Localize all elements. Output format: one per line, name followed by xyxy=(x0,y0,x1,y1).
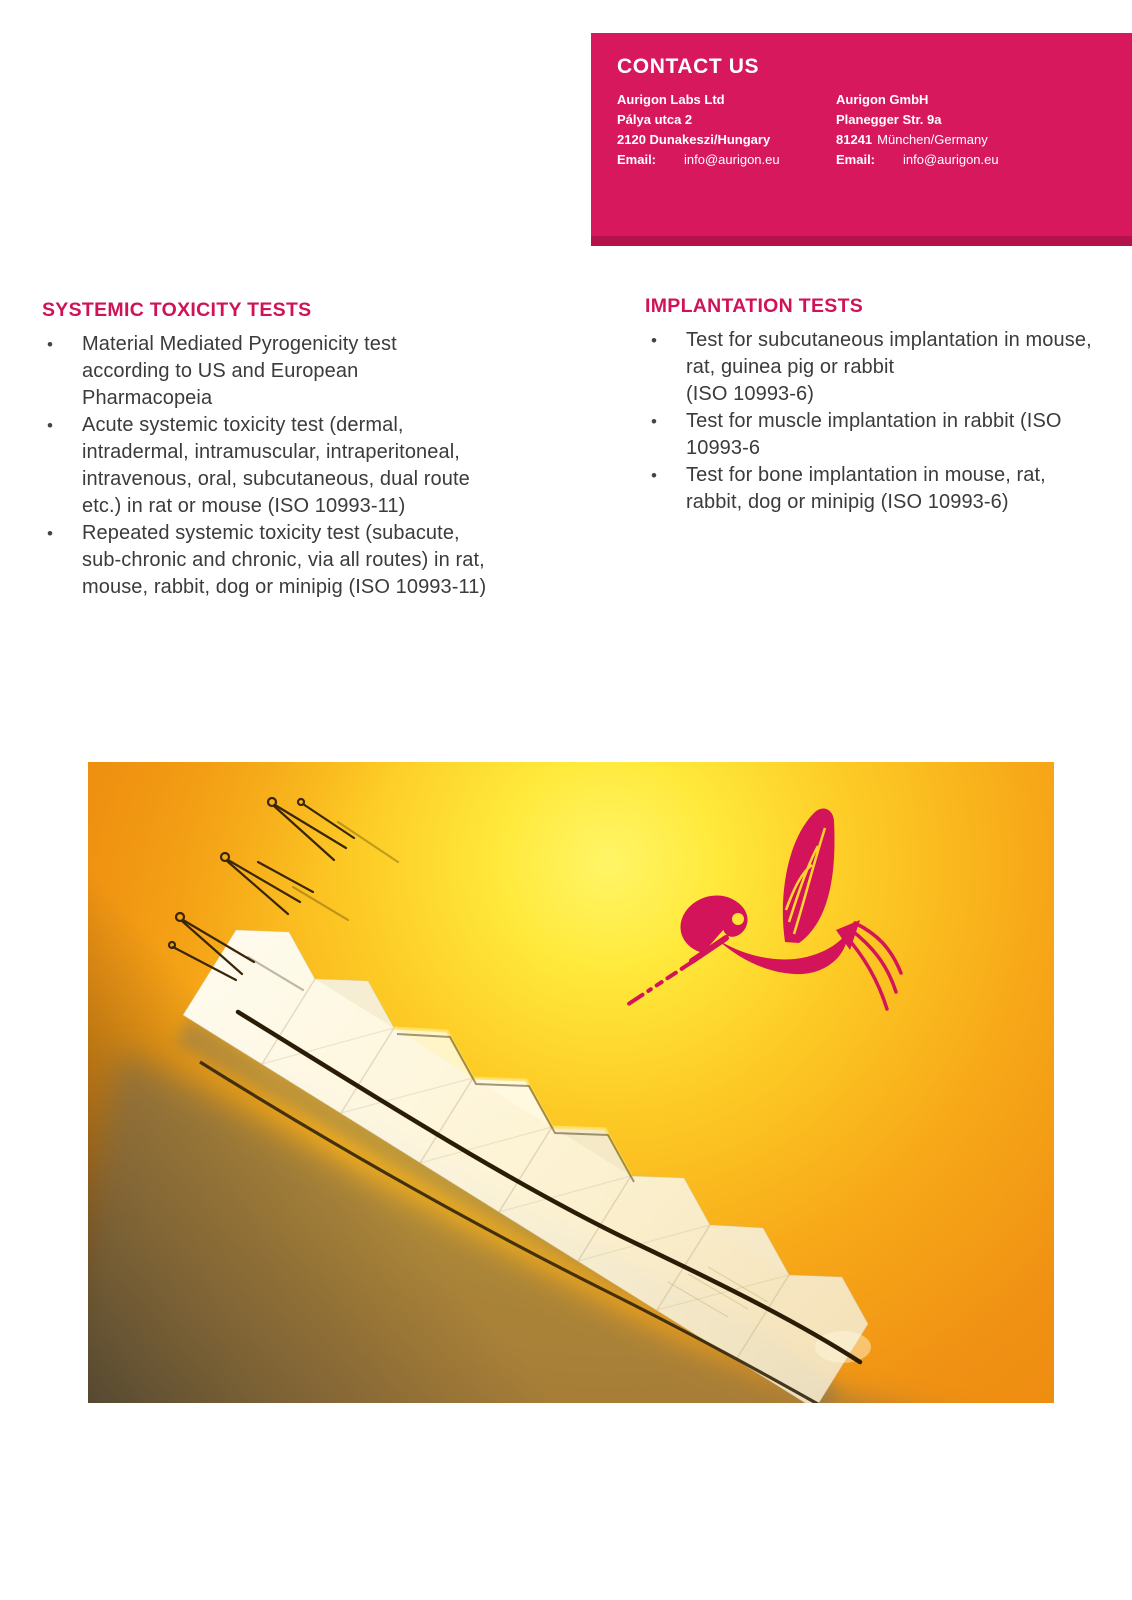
bullet-marker: • xyxy=(47,335,53,354)
bullet-line: sub-chronic and chronic, via all routes) in rat, xyxy=(82,549,485,571)
bullet-line: Test for muscle implantation in rabbit (ISO xyxy=(686,410,1062,432)
email-link[interactable]: info@aurigon.eu xyxy=(903,152,999,167)
bullet-item xyxy=(645,462,1115,516)
section-implantation-tests xyxy=(645,295,1115,516)
bullet-line: Repeated systemic toxicity test (subacute, xyxy=(82,522,460,544)
bullet-item xyxy=(645,327,1115,408)
email-label: Email: xyxy=(836,152,876,167)
section-systemic-toxicity-tests xyxy=(42,299,562,601)
city-address xyxy=(836,130,1132,150)
bullet-marker: • xyxy=(651,466,657,485)
contact-address-hungary xyxy=(617,90,836,170)
street-address: Pálya utca 2 xyxy=(617,112,693,127)
section-title: SYSTEMIC TOXICITY TESTS xyxy=(42,299,312,321)
bullet-item xyxy=(645,408,1115,462)
bullet-line: Test for bone implantation in mouse, rat, xyxy=(686,464,1046,486)
bullet-marker: • xyxy=(651,412,657,431)
bullet-line: etc.) in rat or mouse (ISO 10993-11) xyxy=(82,495,406,517)
bullet-line: Pharmacopeia xyxy=(82,387,213,409)
bullet-line: rat, guinea pig or rabbit xyxy=(686,356,895,378)
contact-box xyxy=(591,33,1132,246)
email-row xyxy=(617,150,836,170)
bullet-line: Material Mediated Pyrogenicity test xyxy=(82,333,397,355)
bullet-line: Acute systemic toxicity test (dermal, xyxy=(82,414,404,436)
city-name: München/Germany xyxy=(877,132,988,147)
bullet-line: (ISO 10993-6) xyxy=(686,383,815,405)
bullet-marker: • xyxy=(47,416,53,435)
stent-photo-illustration xyxy=(88,762,1054,1403)
company-name: Aurigon Labs Ltd xyxy=(617,92,725,107)
bullet-list xyxy=(42,331,562,601)
city-address: 2120 Dunakeszi/Hungary xyxy=(617,132,771,147)
bullet-marker: • xyxy=(47,524,53,543)
contact-title: CONTACT US xyxy=(617,55,760,78)
contact-columns xyxy=(617,90,1132,170)
bullet-list xyxy=(645,327,1115,516)
contact-address-germany xyxy=(836,90,1132,170)
bullet-line: intravenous, oral, subcutaneous, dual route xyxy=(82,468,470,490)
bullet-item xyxy=(42,331,562,412)
street-address: Planegger Str. 9a xyxy=(836,112,942,127)
bullet-item xyxy=(42,412,562,520)
bullet-line: mouse, rabbit, dog or minipig (ISO 10993-11) xyxy=(82,576,487,598)
bullet-line: Test for subcutaneous implantation in mouse, xyxy=(686,329,1092,351)
email-label: Email: xyxy=(617,152,657,167)
bullet-line: according to US and European xyxy=(82,360,359,382)
bullet-marker: • xyxy=(651,331,657,350)
bullet-line: rabbit, dog or minipig (ISO 10993-6) xyxy=(686,491,1009,513)
email-link[interactable]: info@aurigon.eu xyxy=(684,152,780,167)
company-name: Aurigon GmbH xyxy=(836,92,929,107)
product-photo xyxy=(88,762,1054,1403)
bullet-item xyxy=(42,520,562,601)
bullet-line: intradermal, intramuscular, intraperitoneal, xyxy=(82,441,460,463)
section-title: IMPLANTATION TESTS xyxy=(645,295,864,317)
email-row xyxy=(836,150,1132,170)
postal-code: 81241 xyxy=(836,132,873,147)
bullet-line: 10993-6 xyxy=(686,437,761,459)
